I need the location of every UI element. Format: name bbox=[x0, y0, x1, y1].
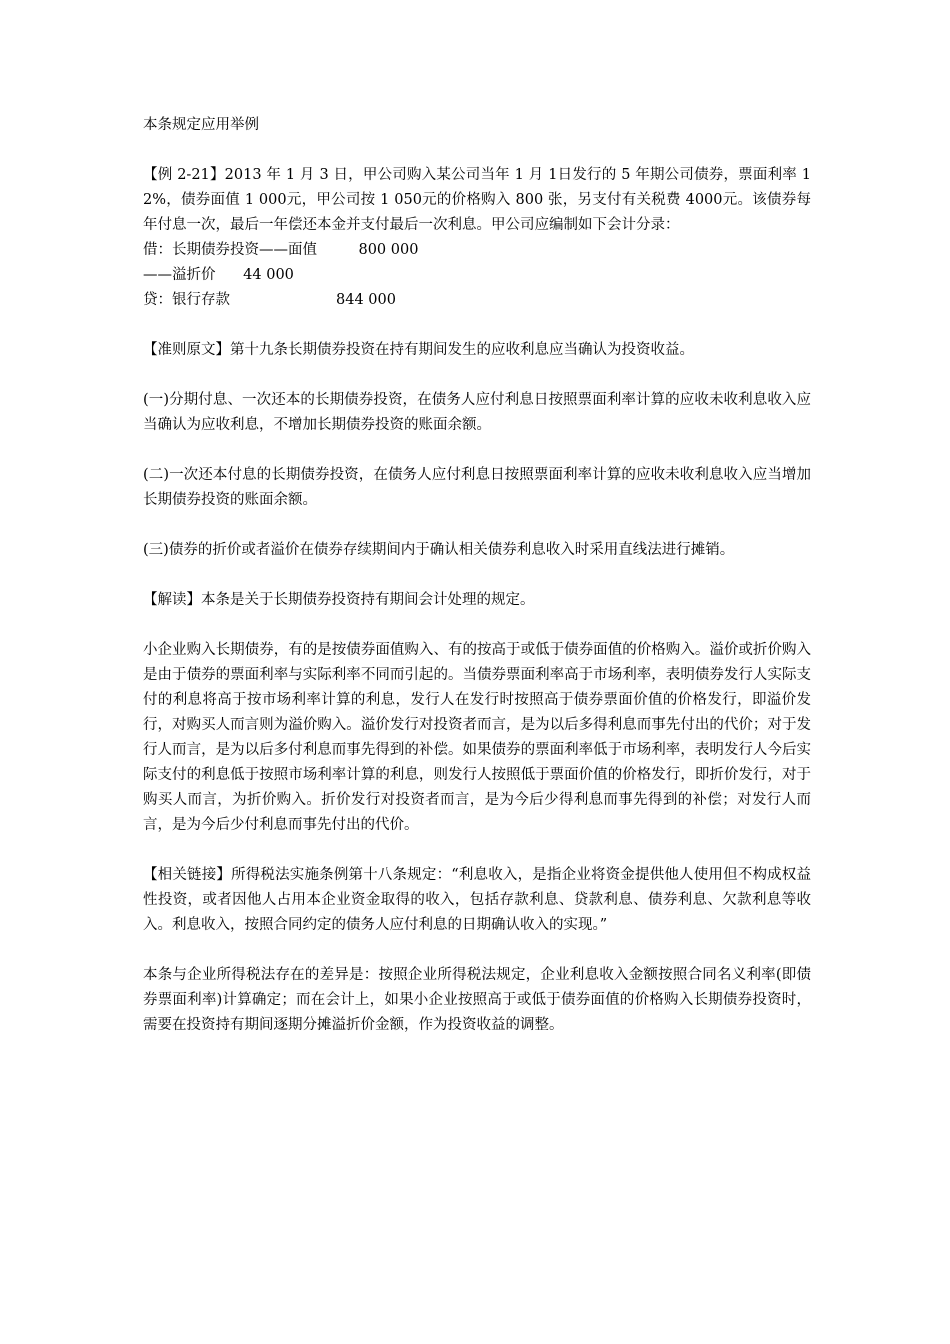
document-page bbox=[143, 113, 811, 1038]
difference-paragraph: 本条与企业所得税法存在的差异是：按照企业所得税法规定，企业利息收入金额按照合同名义利率(即债券票面利率)计算确定；而在会计上，如果小企业按照高于或低于债券面值的价格购入长期债券投资时，需要在投资持有期间逐期分摊溢折价金额，作为投资收益的调整。 bbox=[143, 967, 811, 1033]
section-heading: 本条规定应用举例 bbox=[143, 117, 259, 133]
standard-text-paragraph: 【准则原文】第十九条长期债券投资在持有期间发生的应收利息应当确认为投资收益。 bbox=[143, 342, 694, 358]
journal-credit-line: 贷：银行存款 844 000 bbox=[143, 292, 396, 308]
journal-debit-line: 借：长期债券投资——面值 800 000 bbox=[143, 242, 419, 258]
example-paragraph: 【例 2-21】2013 年 1 月 3 日，甲公司购入某公司当年 1 月 1日发行的 5 年期公司债券，票面利率 12%，债券面值 1 000元，甲公司按 1 050元的价格购入 800 张，另支付有关税费 4000元。该债券每年付息一次，最后一年偿还本金并支付最后一次利息。甲公司应编制如下会计分录： bbox=[143, 167, 811, 233]
clause-2-paragraph: (二)一次还本付息的长期债券投资，在债务人应付利息日按照票面利率计算的应收未收利息收入应当增加长期债券投资的账面余额。 bbox=[143, 467, 811, 508]
explanation-paragraph: 小企业购入长期债券，有的是按债券面值购入、有的按高于或低于债券面值的价格购入。溢价或折价购入是由于债券的票面利率与实际利率不同而引起的。当债券票面利率高于市场利率，表明债券发行人实际支付的利息将高于按市场利率计算的利息，发行人在发行时按照高于债券票面价值的价格发行，即溢价发行，对购买人而言则为溢价购入。溢价发行对投资者而言，是为以后多得利息而事先付出的代价；对于发行人而言，是为以后多付利息而事先得到的补偿。如果债券的票面利率低于市场利率，表明发行人今后实际支付的利息低于按照市场利率计算的利息，则发行人按照低于票面价值的价格发行，即折价发行，对于购买人而言，为折价购入。折价发行对投资者而言，是为今后少得利息而事先得到的补偿；对发行人而言，是为今后少付利息而事先付出的代价。 bbox=[143, 642, 811, 833]
clause-3-paragraph: (三)债券的折价或者溢价在债券存续期间内于确认相关债券利息收入时采用直线法进行摊销。 bbox=[143, 542, 735, 558]
journal-premium-line: ——溢折价 44 000 bbox=[143, 267, 294, 283]
clause-1-paragraph: (一)分期付息、一次还本的长期债券投资，在债务人应付利息日按照票面利率计算的应收未收利息收入应当确认为应收利息，不增加长期债券投资的账面余额。 bbox=[143, 392, 811, 433]
interpretation-paragraph: 【解读】本条是关于长期债券投资持有期间会计处理的规定。 bbox=[143, 592, 535, 608]
related-link-paragraph: 【相关链接】所得税法实施条例第十八条规定：“利息收入，是指企业将资金提供他人使用但不构成权益性投资，或者因他人占用本企业资金取得的收入，包括存款利息、贷款利息、债券利息、欠款利息等收入。利息收入，按照合同约定的债务人应付利息的日期确认收入的实现。” bbox=[143, 867, 811, 933]
